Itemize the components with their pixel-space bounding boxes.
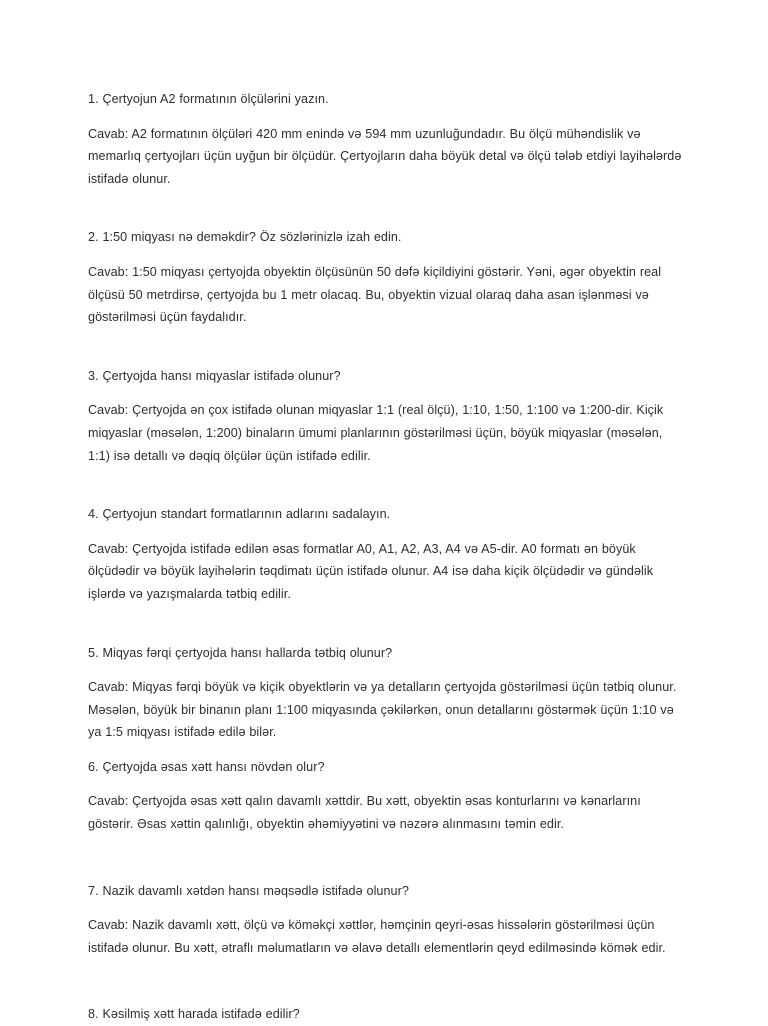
answer-text: Cavab: Miqyas fərqi böyük və kiçik obyektlərin və ya detalların çertyojda göstərilməsi üçün tətbiq olunur. Məsələn, böyük bir binanın planı 1:100 miqyasında çəkilərkən, onun detallarını göstərmək üçün 1:10 və ya 1:5 miqyası istifadə edilə bilər. (88, 680, 677, 740)
question-text: 2. 1:50 miqyası nə deməkdir? Öz sözlərinizlə izah edin. (88, 230, 402, 245)
question-text: 7. Nazik davamlı xətdən hansı məqsədlə istifadə olunur? (88, 883, 409, 898)
qa-section-5 (88, 642, 684, 744)
qa-section-4 (88, 503, 684, 605)
question-text: 4. Çertyojun standart formatlarının adlarını sadalayın. (88, 507, 391, 522)
answer-text: Cavab: Çertyojda ən çox istifadə olunan miqyaslar 1:1 (real ölçü), 1:10, 1:50, 1:100 və 1:200-dir. Kiçik miqyaslar (məsələn, 1:200) binaların ümumi planlarının göstərilməsi üçün, böyük miqyaslar (məsələn, 1:1) isə detallı və dəqiq ölçülər üçün istifadə edilir. (88, 403, 664, 463)
qa-section-2 (88, 226, 684, 328)
question-text: 5. Miqyas fərqi çertyojda hansı hallarda tətbiq olunur? (88, 645, 393, 660)
answer-text: Cavab: 1:50 miqyası çertyojda obyektin ölçüsünün 50 dəfə kiçildiyini göstərir. Yəni, əgər obyektin real ölçüsü 50 metrdirsə, çertyojda bu 1 metr olacaq. Bu, obyektin vizual olaraq daha asan işlənməsi və göstərilməsi üçün faydalıdır. (88, 264, 662, 325)
question-text: 8. Kəsilmiş xətt harada istifadə edilir? (88, 1007, 300, 1022)
question-text: 1. Çertyojun A2 formatının ölçülərini yazın. (88, 92, 329, 106)
question-text: 3. Çertyojda hansı miqyaslar istifadə olunur? (88, 368, 341, 383)
qa-section-8 (88, 1003, 684, 1026)
answer-text: Cavab: Çertyojda əsas xətt qalın davamlı xəttdir. Bu xətt, obyektin əsas konturlarını və kənarlarını göstərir. Əsas xəttin qalınlığı, obyektin əhəmiyyətini və nəzərə alınmasını təmin edir. (88, 794, 641, 832)
qa-section-3 (88, 365, 684, 467)
document-body (88, 88, 684, 1026)
answer-text: Cavab: Nazik davamlı xətt, ölçü və köməkçi xəttlər, həmçinin qeyri-əsas hissələrin göstərilməsi üçün istifadə olunur. Bu xətt, ətraflı məlumatların və əlavə detallı elementlərin qeyd edilməsində kömək edir. (88, 918, 666, 955)
answer-text: Cavab: Çertyojda istifadə edilən əsas formatlar A0, A1, A2, A3, A4 və A5-dir. A0 formatı ən böyük ölçüdədir və böyük layihələrin təqdimatı üçün istifadə olunur. A4 isə daha kiçik ölçüdədir və gündəlik işlərdə və yazışmalarda tətbiq edilir. (88, 541, 654, 601)
qa-section-1 (88, 88, 684, 190)
qa-section-7 (88, 880, 684, 960)
qa-section-6 (88, 756, 684, 836)
answer-text: Cavab: A2 formatının ölçüləri 420 mm enində və 594 mm uzunluğundadır. Bu ölçü mühəndislik və memarlıq çertyojları üçün uyğun bir ölçüdür. Çertyojların daha böyük detal və ölçü tələb etdiyi layihələrdə istifadə olunur. (88, 126, 682, 186)
question-text: 6. Çertyojda əsas xətt hansı növdən olur? (88, 759, 325, 774)
